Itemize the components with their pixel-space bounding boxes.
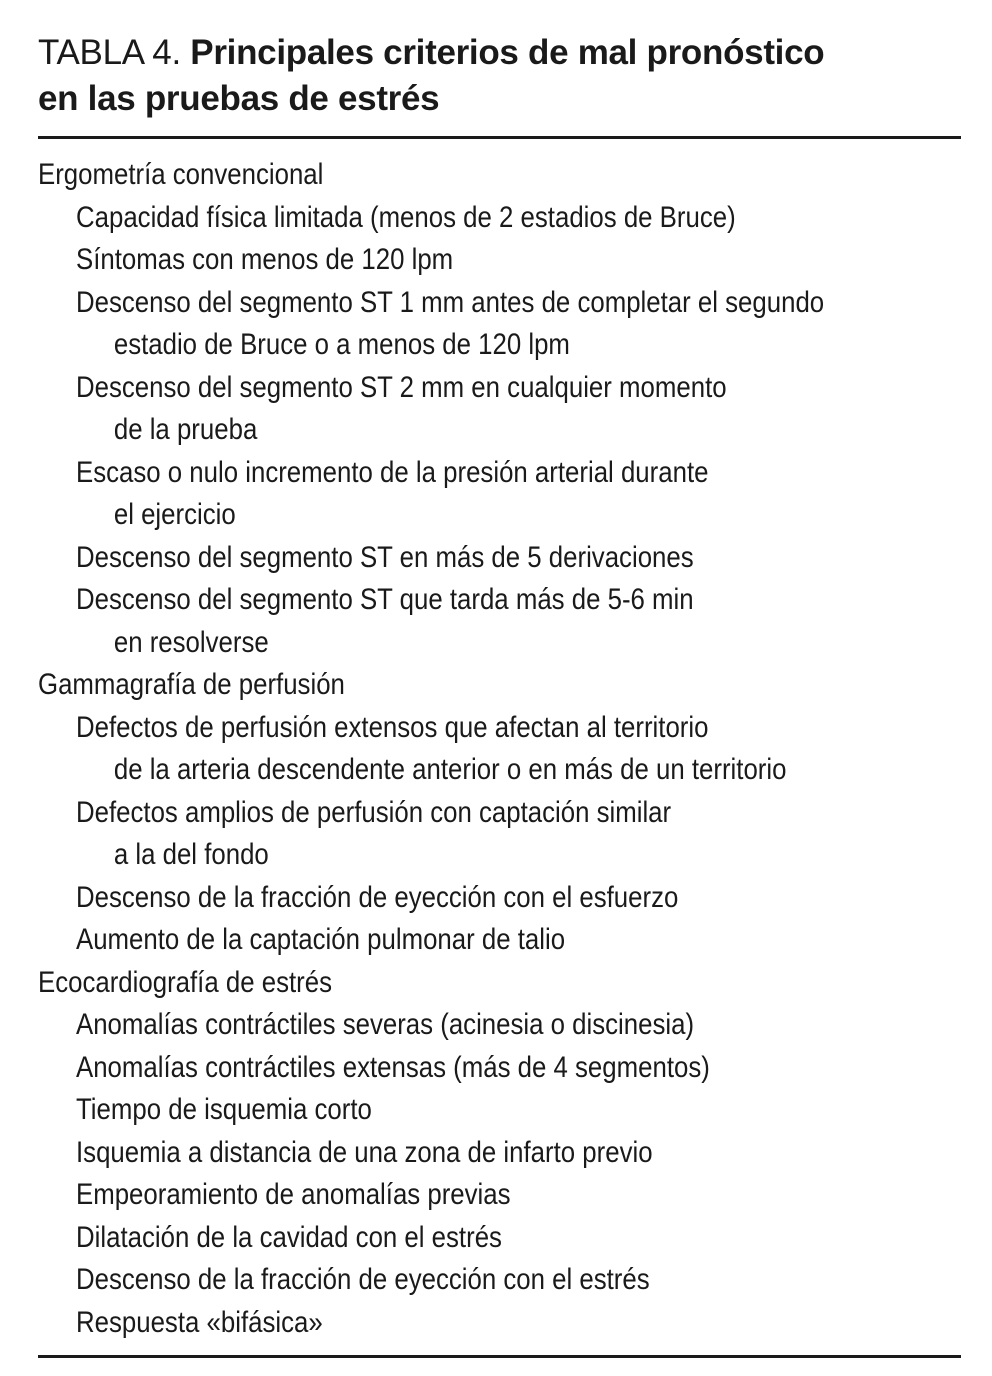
criterion-text: Descenso del segmento ST en más de 5 derivaciones: [76, 540, 694, 574]
table-title: [38, 30, 968, 122]
criterion-item: [38, 579, 968, 664]
criterion-item: [38, 367, 968, 452]
criterion-text-continuation: estadio de Bruce o a menos de 120 lpm: [113, 328, 570, 361]
criterion-item: [38, 1259, 968, 1302]
bottom-rule: [38, 1355, 961, 1358]
section: [38, 962, 968, 1345]
section-title: Ecocardiografía de estrés: [38, 965, 332, 999]
criterion-item: [38, 707, 968, 792]
criterion-item: [38, 1174, 968, 1217]
criterion-item: [38, 239, 968, 282]
criterion-item: [38, 1089, 968, 1132]
table-title-line-1: Principales criterios de mal pronóstico: [190, 33, 825, 72]
criterion-item: [38, 792, 968, 877]
criterion-text: Descenso del segmento ST que tarda más de 5-6 min: [76, 583, 694, 616]
criterion-text: Dilatación de la cavidad con el estrés: [76, 1220, 502, 1254]
criterion-text-continuation: en resolverse: [113, 625, 269, 659]
section-title: Ergometría convencional: [38, 158, 324, 191]
criterion-text: Aumento de la captación pulmonar de talio: [76, 923, 566, 956]
section: [38, 664, 968, 962]
criterion-item: [38, 1217, 968, 1260]
criterion-text-continuation: de la arteria descendente anterior o en más de un territorio: [113, 753, 787, 786]
section: [38, 154, 968, 664]
criterion-item: [38, 452, 968, 537]
criterion-text: Tiempo de isquemia corto: [76, 1093, 372, 1126]
criterion-item: [38, 197, 968, 240]
criterion-item: [38, 1047, 968, 1090]
criterion-text: Isquemia a distancia de una zona de infarto previo: [76, 1135, 653, 1169]
table-label: TABLA 4.: [38, 33, 191, 72]
criterion-text: Respuesta «bifásica»: [76, 1305, 323, 1339]
criterion-text: Descenso de la fracción de eyección con el estrés: [76, 1263, 650, 1296]
criterion-item: [38, 877, 968, 920]
criterion-text: Descenso del segmento ST 1 mm antes de completar el segundo: [76, 285, 825, 319]
criterion-item: [38, 1132, 968, 1175]
criterion-text: Defectos de perfusión extensos que afectan al territorio: [76, 710, 709, 744]
criterion-text: Empeoramiento de anomalías previas: [76, 1178, 511, 1211]
criterion-item: [38, 282, 968, 367]
criterion-text: Defectos amplios de perfusión con captación similar: [76, 795, 672, 829]
criterion-text: Capacidad física limitada (menos de 2 estadios de Bruce): [76, 200, 736, 234]
criterion-text: Escaso o nulo incremento de la presión arterial durante: [76, 455, 709, 489]
criterion-text: Descenso de la fracción de eyección con el esfuerzo: [76, 880, 679, 914]
criterion-text: Descenso del segmento ST 2 mm en cualquier momento: [76, 370, 727, 404]
criterion-item: [38, 1004, 968, 1047]
criterion-text-continuation: el ejercicio: [113, 498, 236, 531]
criterion-text-continuation: a la del fondo: [113, 838, 269, 871]
criterion-text: Síntomas con menos de 120 lpm: [76, 243, 454, 276]
criterion-text-continuation: de la prueba: [113, 413, 258, 446]
table-body: [38, 154, 968, 1344]
criterion-item: [38, 1302, 968, 1345]
criterion-text: Anomalías contráctiles severas (acinesia o discinesia): [76, 1008, 695, 1041]
top-rule: [38, 136, 961, 139]
criterion-item: [38, 919, 968, 962]
criterion-text: Anomalías contráctiles extensas (más de 4 segmentos): [76, 1050, 710, 1084]
section-title: Gammagrafía de perfusión: [38, 668, 345, 701]
criterion-item: [38, 537, 968, 580]
table-title-line-2: en las pruebas de estrés: [38, 79, 440, 118]
